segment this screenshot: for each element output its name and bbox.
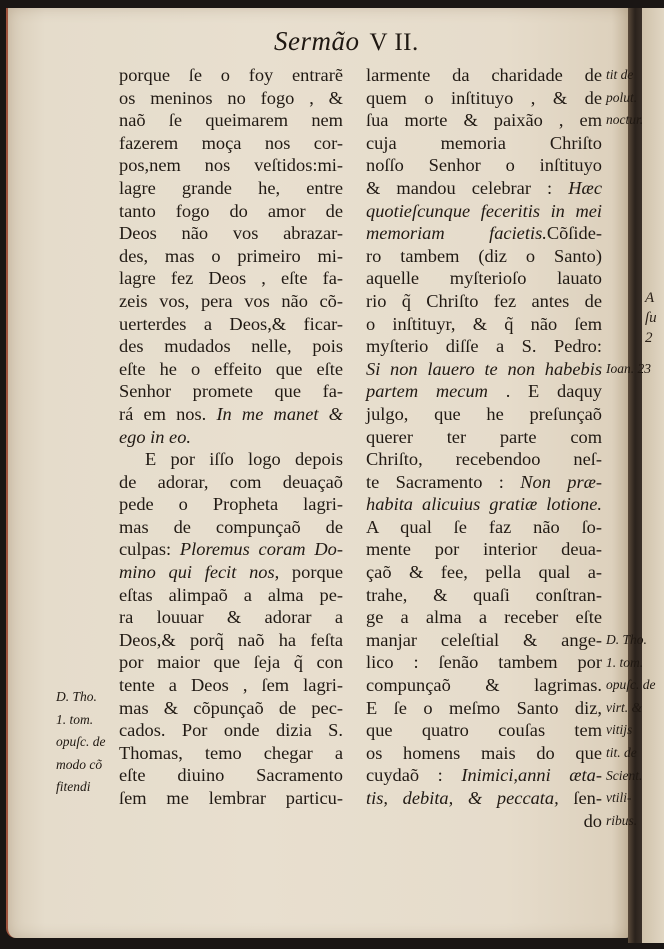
text-run: mas de compunçaõ de (119, 516, 343, 537)
text-column-left (119, 64, 343, 810)
text-run: ſem me lembrar particu- (119, 788, 343, 808)
text-line (366, 109, 602, 132)
text-line (366, 335, 602, 358)
margin-note-line: opuſc. de (606, 677, 656, 693)
text-run: trahe, & quaſi conſtran- (366, 584, 602, 605)
margin-note-line: D. Tho. (56, 689, 97, 704)
latin-quote: tis, debita, & peccata, (366, 788, 559, 808)
text-line (119, 742, 343, 765)
text-run: ſua morte & paixão , em (366, 110, 602, 131)
text-run: aquelle myſterioſo lauato (366, 268, 602, 289)
text-run: eſtas alimpaõ a alma pe- (119, 584, 343, 605)
margin-note-line: Scient. (606, 767, 643, 783)
text-run: mas & cõpunçaõ de pec- (119, 697, 343, 718)
latin-quote: habita alicuius gratiæ lotione. (366, 494, 602, 515)
text-line (119, 132, 343, 155)
text-line (119, 516, 343, 539)
text-line (119, 538, 343, 561)
text-line (366, 177, 602, 200)
text-line (366, 606, 602, 629)
text-run: & mandou celebrar : (366, 177, 569, 198)
text-run: uerterdes a Deos,& ficar- (119, 313, 343, 334)
text-line (366, 358, 602, 381)
text-line (119, 358, 343, 381)
text-run: Cõſide- (546, 223, 602, 244)
latin-quote: Ploremus coram Do- (179, 539, 343, 560)
text-run: manjar celeſtial & ange- (366, 629, 602, 650)
text-line (119, 222, 343, 245)
text-run: A qual ſe faz não ſo- (366, 516, 602, 537)
running-header-title: Sermão (274, 26, 360, 56)
latin-quote: memoriam facietis. (366, 223, 547, 244)
latin-quote: ego in eo. (119, 426, 192, 447)
text-run: Thomas, temo chegar a (119, 742, 343, 763)
latin-quote: partem mecum (366, 381, 488, 402)
text-line (366, 200, 602, 223)
margin-note-line: fitendi (56, 779, 91, 795)
text-line (366, 719, 602, 742)
text-run: des, mas o primeiro mi- (119, 245, 343, 266)
text-line (366, 493, 602, 516)
text-line (119, 448, 343, 471)
text-run: te Sacramento : (366, 471, 521, 492)
text-run: cuydaõ : (366, 765, 462, 786)
text-run: Deos não vos abrazar- (119, 223, 343, 244)
sermon-number: V II. (369, 29, 419, 56)
text-line (119, 719, 343, 742)
text-line (119, 606, 343, 629)
text-line (366, 267, 602, 290)
text-line (366, 448, 602, 471)
margin-note-left (56, 686, 106, 799)
text-line (119, 651, 343, 674)
margin-note-line: tit de (606, 67, 634, 82)
text-run: ra louuar & adorar a (119, 607, 343, 628)
margin-note-line: modo cõ (56, 756, 103, 772)
text-line (366, 426, 602, 449)
text-line (119, 64, 343, 87)
text-line (366, 697, 602, 720)
latin-quote: Si non lauero te non habebis (366, 358, 602, 379)
text-line (366, 132, 602, 155)
text-line (119, 629, 343, 652)
text-line (119, 493, 343, 516)
facing-page-margin-note: A ſu 2 (645, 290, 657, 346)
text-line (119, 154, 343, 177)
text-run: fazerem moça nos cor- (119, 132, 343, 153)
latin-quote: Inimici,anni æta- (461, 765, 602, 786)
text-run: myſterio diſſe a S. Pedro: (366, 336, 602, 357)
text-run: . E daquy (487, 381, 602, 402)
text-line (119, 471, 343, 494)
text-line (366, 516, 602, 539)
text-line (366, 561, 602, 584)
text-line (119, 426, 343, 449)
text-run: , porque (274, 562, 344, 583)
margin-note-line: D. Tho. (606, 632, 647, 647)
text-run: tente a Deos , ſem lagri- (119, 675, 343, 696)
text-run: Senhor promete que fa- (119, 381, 343, 402)
text-run: do (583, 810, 602, 831)
latin-quote: In me manet & (216, 403, 343, 424)
text-run: pede o Propheta lagri- (119, 494, 343, 515)
text-line (366, 810, 602, 833)
margin-note-line: virt. & (606, 699, 642, 715)
text-run: culpas: (119, 539, 180, 560)
text-line (366, 764, 602, 787)
text-run: eſte diuino Sacramento (119, 765, 343, 786)
text-line (366, 538, 602, 561)
latin-quote: Non præ- (520, 471, 603, 492)
text-run: naõ ſe queimarem nem (119, 110, 343, 131)
text-run: noſſo Senhor o inſtituyo (366, 155, 602, 176)
margin-note-line: tit. de (606, 744, 637, 760)
text-line (366, 787, 602, 810)
text-run: E ſe o meſmo Santo diz, (366, 697, 602, 718)
text-run: quem o inſtituyo , & de (366, 87, 602, 108)
text-run: larmente da charidade de (366, 65, 602, 85)
text-line (119, 674, 343, 697)
margin-note-line: ribus. (606, 812, 638, 828)
latin-quote: mino qui fecit nos (119, 562, 275, 583)
text-line (119, 403, 343, 426)
text-column-right (366, 64, 602, 832)
text-line (366, 87, 602, 110)
text-line (119, 200, 343, 223)
margin-note-right-mid (606, 358, 651, 381)
text-line (366, 245, 602, 268)
text-run: lico : ſenão tambem por (366, 652, 602, 673)
text-line (366, 629, 602, 652)
text-run: ſen- (558, 788, 602, 808)
text-line (119, 380, 343, 403)
text-line (119, 764, 343, 787)
text-line (366, 403, 602, 426)
text-run: çaõ & fee, pella qual a- (366, 562, 602, 583)
text-line (366, 154, 602, 177)
text-run: rio q̃ Chriſto fez antes de (366, 290, 602, 311)
margin-note-line: Ioan. 23 (606, 361, 651, 376)
margin-note-line: 1. tom. (56, 711, 94, 727)
margin-note-right-bottom (606, 629, 656, 832)
margin-note-line: vitijs (606, 722, 633, 738)
text-run: os homens mais do que (366, 742, 602, 763)
text-run: zeis vos, pera vos não cõ- (119, 290, 343, 311)
text-line (366, 471, 602, 494)
text-run: Deos,& porq̃ naõ ha feſta (119, 629, 343, 650)
text-line (366, 290, 602, 313)
text-run: eſte he o effeito que eſte (119, 358, 343, 379)
text-line (119, 584, 343, 607)
text-line (119, 313, 343, 336)
latin-quote: quotieſcunque feceritis in mei (366, 200, 602, 221)
text-line (119, 177, 343, 200)
margin-note-line: noctur. (606, 112, 644, 128)
margin-note-line: polut. (606, 89, 638, 105)
text-line (366, 313, 602, 336)
text-line (119, 245, 343, 268)
text-line (366, 674, 602, 697)
text-run: julgo, que he preſunçaõ (366, 403, 602, 424)
text-line (119, 290, 343, 313)
text-run: lagre fez Deos , eſte fa- (119, 268, 343, 289)
latin-quote: Hæc (568, 177, 602, 198)
running-header (274, 26, 419, 57)
text-run: que quatro couſas tem (366, 720, 602, 741)
text-line (119, 787, 343, 810)
text-run: de adorar, com deuaçaõ (119, 471, 343, 492)
text-line (119, 697, 343, 720)
text-run: tanto fogo do amor de (119, 200, 343, 221)
text-run: ro tambem (diz o Santo) (366, 245, 602, 266)
text-run: lagre grande he, entre (119, 177, 343, 198)
text-line (119, 267, 343, 290)
text-run: querer ter parte com (366, 426, 602, 447)
text-run: E por iſſo logo depois (145, 449, 343, 470)
text-run: mente por interior deua- (366, 539, 602, 560)
margin-note-right-top (606, 64, 643, 132)
text-run: por maior que ſeja q̃ con (119, 652, 343, 673)
margin-note-line: vtili- (606, 790, 632, 806)
margin-note-line: 1. tom. (606, 654, 644, 670)
margin-note-line: opuſc. de (56, 734, 106, 750)
text-line (366, 222, 602, 245)
text-line (119, 561, 343, 584)
text-line (366, 651, 602, 674)
text-line (366, 584, 602, 607)
text-run: rá em nos. (119, 403, 217, 424)
text-run: cuja memoria Chriſto (366, 132, 602, 153)
text-line (366, 380, 602, 403)
text-line (366, 742, 602, 765)
text-run: ge a alma a receber eſte (366, 607, 602, 628)
text-line (119, 109, 343, 132)
text-line (119, 87, 343, 110)
text-run: porque ſe o foy entrarẽ (119, 65, 343, 85)
text-run: Chriſto, recebendoo neſ- (366, 449, 602, 470)
text-run: cados. Por onde dizia S. (119, 720, 343, 741)
text-run: os meninos no fogo , & (119, 87, 343, 108)
text-run: compunçaõ & lagrimas. (366, 675, 602, 696)
text-run: des mudados nelle, pois (119, 336, 343, 357)
text-run: o inſtituyr, & q̃ não ſem (366, 313, 602, 334)
text-line (119, 335, 343, 358)
text-run: pos,nem nos veſtidos:mi- (119, 155, 343, 176)
text-line (366, 64, 602, 87)
